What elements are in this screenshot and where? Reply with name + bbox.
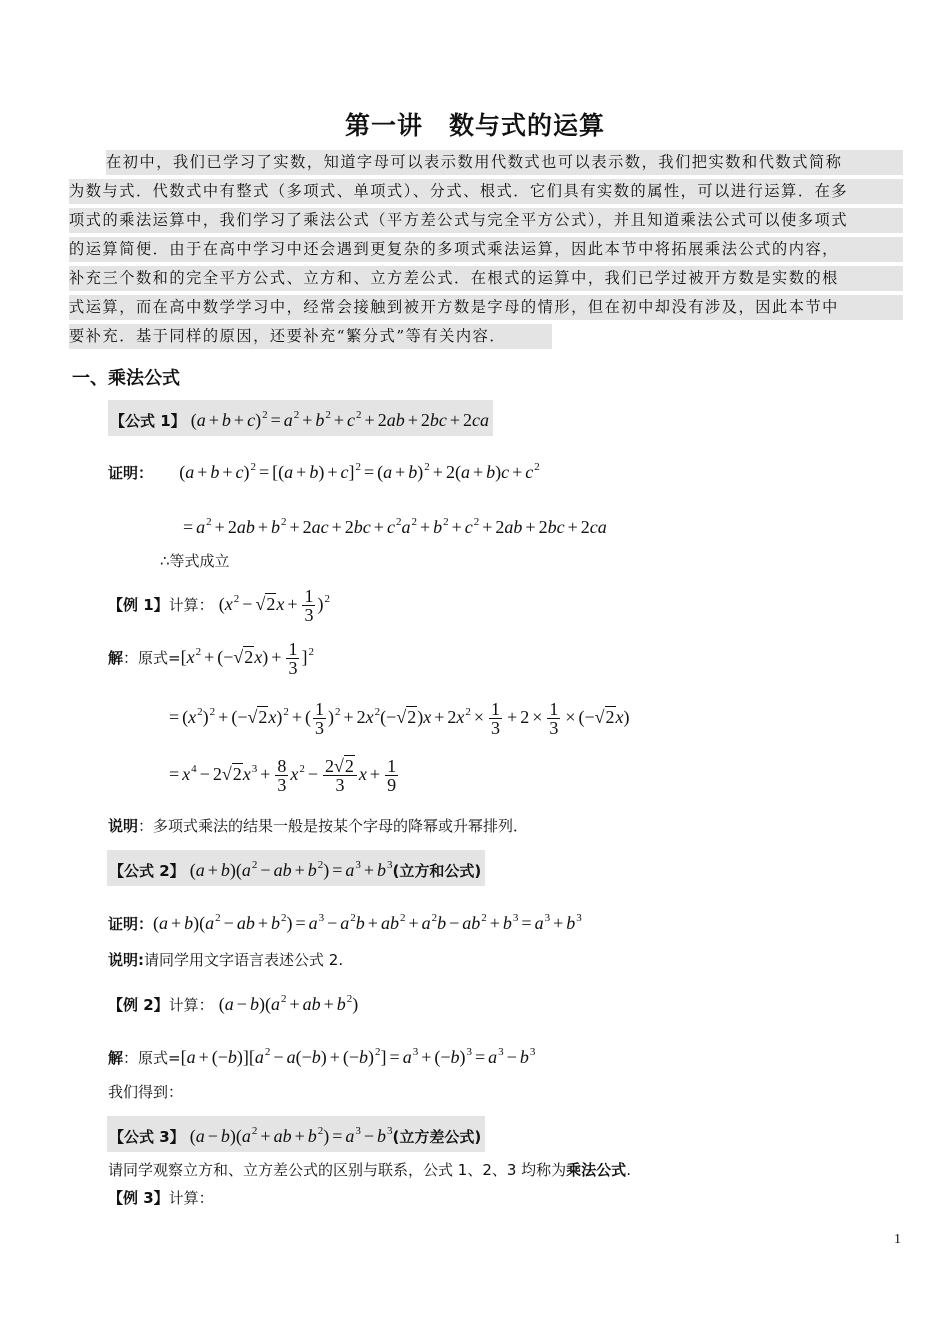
formula-2-suffix: (立方和公式): [392, 862, 482, 880]
title-lecture-number: 第一讲: [344, 111, 423, 140]
formula-2-label: 【公式 2】: [109, 862, 185, 880]
formula-2-box: [107, 850, 485, 886]
example-1: [108, 587, 330, 624]
formula-1-label: 【公式 1】: [110, 412, 186, 430]
example-2: [108, 987, 358, 1017]
formula-3-label: 【公式 3】: [109, 1128, 185, 1146]
example-2-expression: $(a - b)(a^2$ + ab + $b^2$): [218, 993, 359, 1014]
proof-1-line-1: [108, 455, 540, 485]
intro-paragraph: [69, 150, 903, 353]
note-1-label: 说明: [108, 817, 139, 835]
example-1-solution-line-2: [166, 700, 630, 737]
note-1: [108, 814, 528, 838]
example-3: [108, 1186, 214, 1210]
we-get-text: 我们得到：: [108, 1083, 184, 1101]
intro-line: 项式的乘法运算中，我们学习了乘法公式（平方差公式与完全平方公式），并且知道乘法公式可以使多项式: [69, 208, 903, 233]
title-topic: 数与式的运算: [449, 111, 606, 140]
proof-1-label: 证明：: [108, 464, 154, 482]
example-1-label: 【例 1】: [108, 596, 169, 614]
proof-2: [108, 906, 582, 936]
example-2-label: 【例 2】: [108, 996, 169, 1014]
intro-line: 补充三个数和的完全平方公式、立方和、立方差公式．在根式的运算中，我们已学过被开方数是实数的根: [69, 266, 903, 291]
page-title: [0, 106, 950, 142]
formula-1-expression: $(a + b + c)^2 = a^2 + b^2 + c^2 + 2ab + 2bc + 2ca$: [190, 409, 490, 430]
example-2-solution-expression: $[a + (-b)][a^2 - a(-b) + (-b)^2] = a^3 + (-b)^3 = a^3 - b^3$: [180, 1046, 536, 1067]
example-2-prompt: 计算：: [168, 996, 214, 1014]
observe-body: 请同学观察立方和、立方差公式的区别与联系，公式 1、2、3 均称为: [108, 1161, 567, 1179]
solution-prefix: ：原式=: [123, 649, 181, 667]
solution-expression-1: [$x^2 + (-√2x)$ + $\frac{1}{3}$ ]$^2$: [180, 639, 314, 679]
observe-end: .: [626, 1161, 631, 1179]
solution-expression-2: = $(x^2)^2 + (-√2x)^2$ + ( $\frac{1}{3}$ )$^2 + 2x^2(-√2)x + 2x^2$ × $\frac{1}{3}$ + 2 × $\frac{1}{3}$ × (−√2x): [169, 699, 630, 739]
proof-1-line-2: [180, 510, 607, 540]
example-3-label: 【例 3】: [108, 1189, 169, 1207]
example-2-solution: [108, 1040, 535, 1070]
proof-1-expression-1: $(a + b + c)^2 = [(a + b) + c]^2 = (a + b)^2 + 2(a + b)c + c^2$: [179, 461, 540, 482]
page-number: 1: [894, 1232, 901, 1247]
proof-2-label: 证明：: [108, 915, 154, 933]
intro-line: 的运算简便．由于在高中学习中还会遇到更复杂的多项式乘法运算，因此本节中将拓展乘法公式的内容，: [69, 237, 903, 262]
intro-line: 为数与式．代数式中有整式（多项式、单项式）、分式、根式．它们具有实数的属性，可以进行运算．在多: [69, 179, 903, 204]
intro-line: 在初中，我们已学习了实数，知道字母可以表示数用代数式也可以表示数，我们把实数和代数式简称: [106, 150, 903, 175]
solution-expression-3: = $x^4 - 2√2x^3$ + $\frac{8}{3}$ $x^2$ − $\frac{2√2}{3}$ x + $\frac{1}{9}$: [169, 756, 397, 796]
observe-text: [108, 1158, 631, 1182]
example-1-solution-line-1: [108, 640, 314, 677]
proof-1-expression-2: = $a^2 + 2ab + b^2 + 2ac + 2bc + c^2a^2 + b^2 + c^2 + 2ab + 2bc + 2ca$: [183, 516, 607, 537]
formula-3-expression: $(a - b)(a^2$ + ab + $b^2) = a^3 - b^3$: [189, 1125, 393, 1146]
note-2-text: 请同学用文字语言表述公式 2.: [144, 951, 344, 969]
note-1-text: ：多项式乘法的结果一般是按某个字母的降幂或升幂排列．: [138, 817, 529, 835]
formula-3-box: [107, 1116, 485, 1152]
intro-line: 式运算，而在高中数学学习中，经常会接触到被开方数是字母的情形，但在初中却没有涉及，因此本节中: [69, 295, 903, 320]
note-2-label: 说明:: [108, 951, 144, 969]
proof-2-expression: $(a + b)(a^2$ − ab + $b^2) = a^3 - a^2b + ab^2 + a^2b - ab^2 + b^3 = a^3 + b^3$: [153, 912, 582, 933]
proof-1-conclusion: ∴等式成立: [160, 552, 230, 570]
example-1-expression: ($x^2 - √2x$ + $\frac{1}{3}$ )$^2$: [218, 586, 330, 626]
example-3-prompt: 计算：: [168, 1189, 214, 1207]
solution-label: 解: [108, 1049, 124, 1067]
section-heading: 一、乘法公式: [72, 368, 180, 389]
formula-2-expression: $(a + b)(a^2$ − ab + $b^2) = a^3 + b^3$: [189, 859, 393, 880]
solution-prefix: ：原式=: [123, 1049, 181, 1067]
formula-1-box: [108, 400, 493, 436]
example-1-prompt: 计算：: [168, 596, 214, 614]
formula-3-suffix: (立方差公式): [392, 1128, 482, 1146]
intro-line: 要补充．基于同样的原因，还要补充“繁分式”等有关内容．: [69, 324, 552, 349]
example-1-solution-line-3: [166, 757, 400, 794]
note-2: [108, 948, 343, 972]
observe-bold-term: 乘法公式: [566, 1161, 627, 1179]
solution-label: 解: [108, 649, 124, 667]
